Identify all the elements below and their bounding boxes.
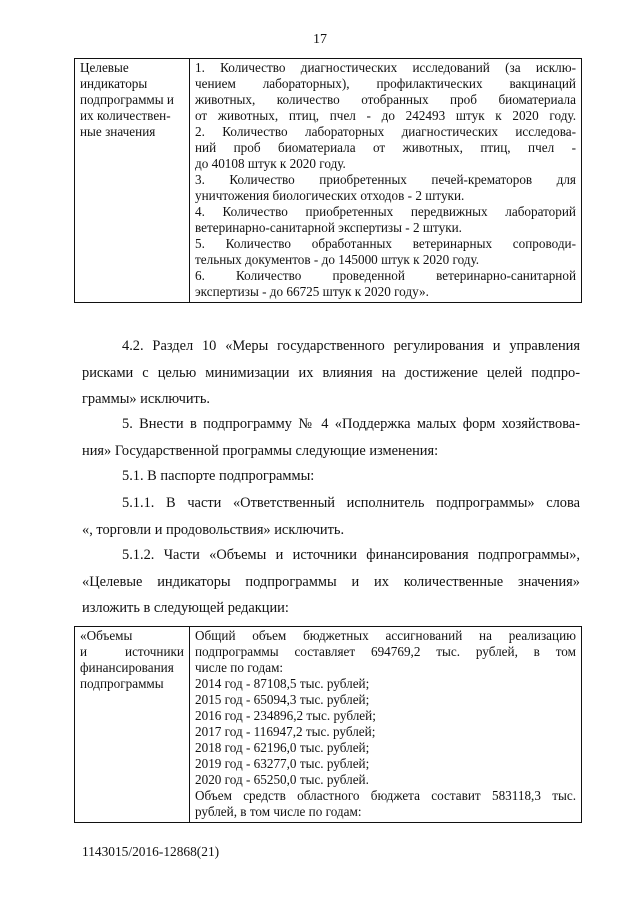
content-line: 2017 год - 116947,2 тыс. рублей; [195,724,376,739]
table-content-cell [190,627,582,823]
content-line: 5. Количество обработанных ветеринарных сопроводи- [195,236,576,251]
label-line: ные значения [80,124,156,139]
content-line: экспертизы - до 66725 штук к 2020 году». [195,284,429,299]
paragraph-line: 4.2. Раздел 10 «Меры государственного регулирования и управления [122,338,580,354]
paragraph-line: «, торговли и продовольствия» исключить. [82,521,345,538]
content-line: тельных документов - до 145000 штук к 2020 году. [195,252,480,267]
funding-table [74,626,582,823]
paragraph-section-5-1-2 [82,542,580,622]
content-line: Общий объем бюджетных ассигнований на реализацию [195,628,576,643]
content-line: от животных, птиц, пчел - до 242493 штук к 2020 году. [195,108,576,123]
paragraph-line: 5.1.2. Части «Объемы и источники финансирования подпрограммы», [122,547,580,563]
paragraph-line: изложить в следующей редакции: [82,600,289,616]
table-row [75,59,582,303]
content-line: 2. Количество лабораторных диагностических исследова- [195,124,576,139]
paragraph-line: 5.1. В паспорте подпрограммы: [122,468,315,484]
table-content-cell [190,59,582,303]
content-line: 2020 год - 65250,0 тыс. рублей. [195,772,369,787]
content-line: 3. Количество приобретенных печей-крематоров для [195,172,576,187]
page-number: 17 [313,32,327,47]
content-line: 4. Количество приобретенных передвижных лабораторий [195,204,576,219]
content-line: ний проб биоматериала от животных, птиц, пчел - [195,140,576,155]
paragraph-line: граммы» исключить. [82,391,211,407]
label-line: их количествен- [80,108,171,123]
content-line: ветеринарно-санитарной экспертизы - 2 штуки. [195,220,462,235]
label-line: подпрограммы [80,676,164,691]
content-line: рублей, в том числе по годам: [195,804,362,819]
content-line: подпрограммы составляет 694769,2 тыс. рублей, в том [195,644,576,659]
label-line: Целевые [80,60,129,75]
table-row [75,627,582,823]
content-line: 2019 год - 63277,0 тыс. рублей; [195,756,370,771]
paragraph-line: 5. Внести в подпрограмму № 4 «Поддержка малых форм хозяйствова- [122,416,580,432]
content-line: числе по годам: [195,660,284,675]
content-line: 1. Количество диагностических исследований (за исклю- [195,60,576,75]
table-label-cell [75,59,190,303]
table-label-cell [75,627,190,823]
content-line: животных, количество отобранных проб биоматериала [195,92,576,107]
label-line: финансирования [80,660,174,675]
paragraph-line: 5.1.1. В части «Ответственный исполнитель подпрограммы» слова [122,495,580,511]
label-line: и источники [80,644,184,659]
content-line: 6. Количество проведенной ветеринарно-санитарной [195,268,576,283]
content-line: уничтожения биологических отходов - 2 штуки. [195,188,465,203]
content-line: 2015 год - 65094,3 тыс. рублей; [195,692,370,707]
content-line: чением лабораторных), профилактических вакцинаций [195,76,576,91]
paragraph-section-5-1 [82,463,580,490]
target-indicators-table [74,58,582,303]
paragraph-section-5-1-1 [82,490,580,543]
content-line: 2016 год - 234896,2 тыс. рублей; [195,708,376,723]
paragraph-line: ния» Государственной программы следующие изменения: [82,442,439,459]
content-line: Объем средств областного бюджета составит 583118,3 тыс. [195,788,576,803]
label-line: индикаторы [80,76,148,91]
document-code: 1143015/2016-12868(21) [82,844,220,859]
paragraph-section-5 [82,411,580,464]
label-line: «Объемы [80,628,133,643]
content-line: до 40108 штук к 2020 году. [195,156,346,171]
paragraph-line: рисками с целью минимизации их влияния на достижение целей подпро- [82,364,580,381]
label-line: подпрограммы и [80,92,174,107]
paragraph-line: «Целевые индикаторы подпрограммы и их количественные значения» [82,573,580,590]
paragraph-section-4-2 [82,333,580,413]
content-line: 2014 год - 87108,5 тыс. рублей; [195,676,370,691]
content-line: 2018 год - 62196,0 тыс. рублей; [195,740,370,755]
